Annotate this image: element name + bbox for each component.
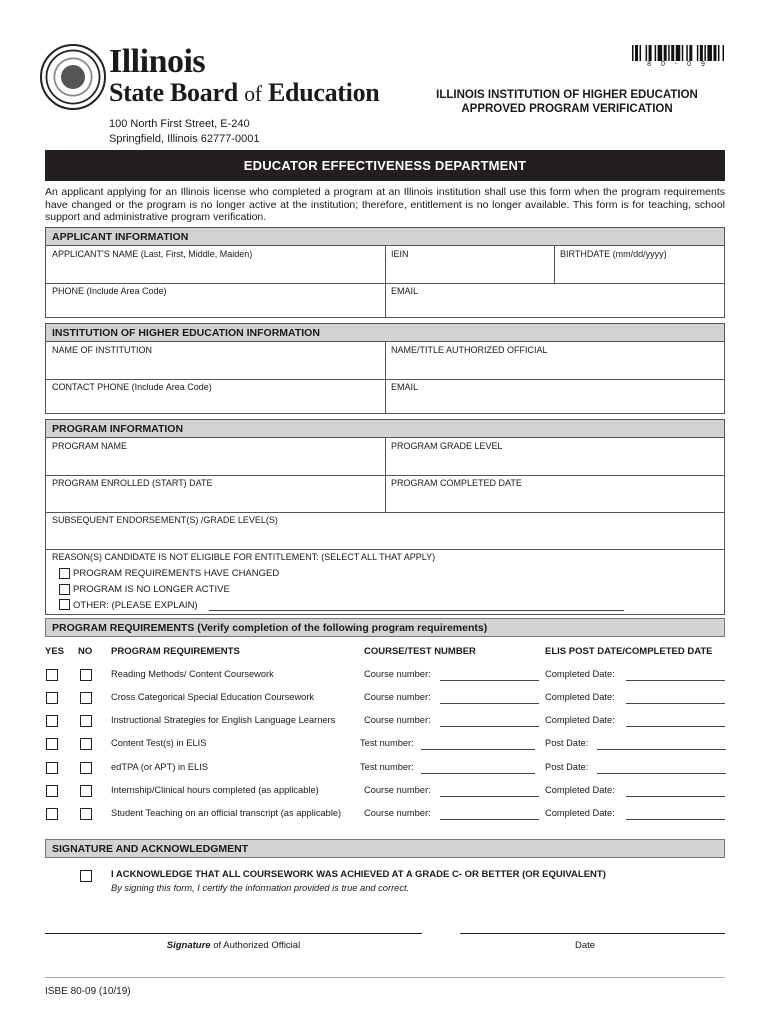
acknowledge-checkbox[interactable] [80,870,92,882]
col-program-requirements: PROGRAM REQUIREMENTS [111,646,240,657]
form-title: ILLINOIS INSTITUTION OF HIGHER EDUCATION APPROVED PROGRAM VERIFICATION [436,89,698,115]
reason-other-explain-line[interactable] [209,610,624,611]
institution-name-field[interactable]: NAME OF INSTITUTION [52,345,152,355]
date-line[interactable] [460,933,725,934]
authorized-official-field[interactable]: NAME/TITLE AUTHORIZED OFFICIAL [391,345,548,355]
number-label: Course number: [364,692,431,702]
col-no: NO [78,646,93,657]
program-section [45,419,725,615]
date-input-line[interactable] [597,773,726,774]
signature-header: SIGNATURE AND ACKNOWLEDGMENT [45,839,725,858]
signature-label: Signature of Authorized Official [166,940,301,951]
date-input-line[interactable] [626,726,725,727]
reason-requirements-changed-checkbox[interactable] [59,568,70,579]
col-course-test-number: COURSE/TEST NUMBER [364,646,476,657]
number-label: Course number: [364,808,431,818]
requirement-yes-checkbox[interactable] [46,738,58,750]
requirement-yes-checkbox[interactable] [46,669,58,681]
barcode-number: 8 0 - 0 9 [647,61,709,68]
requirement-no-checkbox[interactable] [80,808,92,820]
requirement-no-checkbox[interactable] [80,715,92,727]
program-start-date-field[interactable]: PROGRAM ENROLLED (START) DATE [52,478,213,488]
program-completed-date-field[interactable]: PROGRAM COMPLETED DATE [391,478,522,488]
department-banner: EDUCATOR EFFECTIVENESS DEPARTMENT [45,150,725,181]
applicant-phone-field[interactable]: PHONE (Include Area Code) [52,286,167,296]
requirement-label: Instructional Strategies for English Language Learners [111,715,336,725]
requirement-label: Cross Categorical Special Education Coursework [111,692,315,702]
requirement-label: Content Test(s) in ELIS [111,738,207,748]
date-input-line[interactable] [626,796,725,797]
intro-paragraph: An applicant applying for an Illinois license who completed a program at an Illinois institution shall use this form when the program requirements have changed or the program is no longer active at the institution; therefore, entitlement is no longer available. This form is for teaching, school support and administrative program verification. [45,186,725,223]
applicant-email-field[interactable]: EMAIL [391,286,419,296]
date-label: Post Date: [545,762,589,772]
reason-other-checkbox[interactable] [59,599,70,610]
date-input-line[interactable] [597,749,726,750]
requirement-no-checkbox[interactable] [80,692,92,704]
requirement-yes-checkbox[interactable] [46,692,58,704]
section-title: PROGRAM INFORMATION [46,420,724,438]
section-title: APPLICANT INFORMATION [46,228,724,246]
requirement-label: Student Teaching on an official transcript (as applicable) [111,808,342,818]
requirement-no-checkbox[interactable] [80,738,92,750]
requirement-yes-checkbox[interactable] [46,808,58,820]
acknowledge-text: I ACKNOWLEDGE THAT ALL COURSEWORK WAS ACHIEVED AT A GRADE C- OR BETTER (OR EQUIVALENT) [111,869,606,880]
date-label: Completed Date: [545,715,615,725]
birthdate-field[interactable]: BIRTHDATE (mm/dd/yyyy) [560,249,667,259]
reason-option-label: OTHER: (PLEASE EXPLAIN) [73,600,198,611]
reason-option-label: PROGRAM IS NO LONGER ACTIVE [73,584,230,595]
program-grade-level-field[interactable]: PROGRAM GRADE LEVEL [391,441,503,451]
number-input-line[interactable] [421,749,535,750]
number-input-line[interactable] [421,773,535,774]
institution-section [45,323,725,414]
agency-name-line1: Illinois [109,43,206,80]
date-label: Completed Date: [545,669,615,679]
date-input-line[interactable] [626,703,725,704]
applicant-section [45,227,725,318]
number-input-line[interactable] [440,796,539,797]
program-name-field[interactable]: PROGRAM NAME [52,441,128,451]
requirement-yes-checkbox[interactable] [46,785,58,797]
footer-divider [45,977,725,978]
isbe-seal [40,44,106,110]
date-input-line[interactable] [626,819,725,820]
form-number: ISBE 80-09 (10/19) [45,986,131,997]
requirement-yes-checkbox[interactable] [46,762,58,774]
requirement-no-checkbox[interactable] [80,785,92,797]
number-label: Course number: [364,785,431,795]
requirements-header: PROGRAM REQUIREMENTS (Verify completion of the following program requirements) [45,618,725,637]
institution-phone-field[interactable]: CONTACT PHONE (Include Area Code) [52,382,212,392]
subsequent-endorsement-field[interactable]: SUBSEQUENT ENDORSEMENT(S) /GRADE LEVEL(S) [52,515,278,525]
barcode [632,45,724,61]
number-label: Course number: [364,669,431,679]
reason-label: REASON(S) CANDIDATE IS NOT ELIGIBLE FOR ENTITLEMENT: (SELECT ALL THAT APPLY) [52,552,436,562]
date-label: Completed Date: [545,808,615,818]
requirement-label: edTPA (or APT) in ELIS [111,762,208,772]
requirement-label: Reading Methods/ Content Coursework [111,669,274,679]
requirement-no-checkbox[interactable] [80,762,92,774]
certify-text: By signing this form, I certify the information provided is true and correct. [111,883,410,893]
requirement-label: Internship/Clinical hours completed (as applicable) [111,785,319,795]
number-label: Test number: [360,762,414,772]
applicant-name-field[interactable]: APPLICANT'S NAME (Last, First, Middle, Maiden) [52,249,253,259]
number-label: Test number: [360,738,414,748]
date-label: Completed Date: [545,785,615,795]
agency-name-line2: State Board of Education [109,78,380,107]
number-input-line[interactable] [440,819,539,820]
signature-line[interactable] [45,933,422,934]
agency-address: 100 North First Street, E-240 Springfield, Illinois 62777-0001 [109,118,260,145]
col-post-completed-date: ELIS POST DATE/COMPLETED DATE [545,646,713,657]
date-label: Post Date: [545,738,589,748]
number-input-line[interactable] [440,703,539,704]
reason-option-label: PROGRAM REQUIREMENTS HAVE CHANGED [73,568,280,579]
col-yes: YES [45,646,65,657]
requirement-yes-checkbox[interactable] [46,715,58,727]
number-label: Course number: [364,715,431,725]
reason-no-longer-active-checkbox[interactable] [59,584,70,595]
section-title: INSTITUTION OF HIGHER EDUCATION INFORMATION [46,324,724,342]
iein-field[interactable]: IEIN [391,249,409,259]
date-label: Date [574,940,596,951]
date-label: Completed Date: [545,692,615,702]
date-input-line[interactable] [626,680,725,681]
institution-email-field[interactable]: EMAIL [391,382,419,392]
number-input-line[interactable] [440,680,539,681]
number-input-line[interactable] [440,726,539,727]
requirement-no-checkbox[interactable] [80,669,92,681]
